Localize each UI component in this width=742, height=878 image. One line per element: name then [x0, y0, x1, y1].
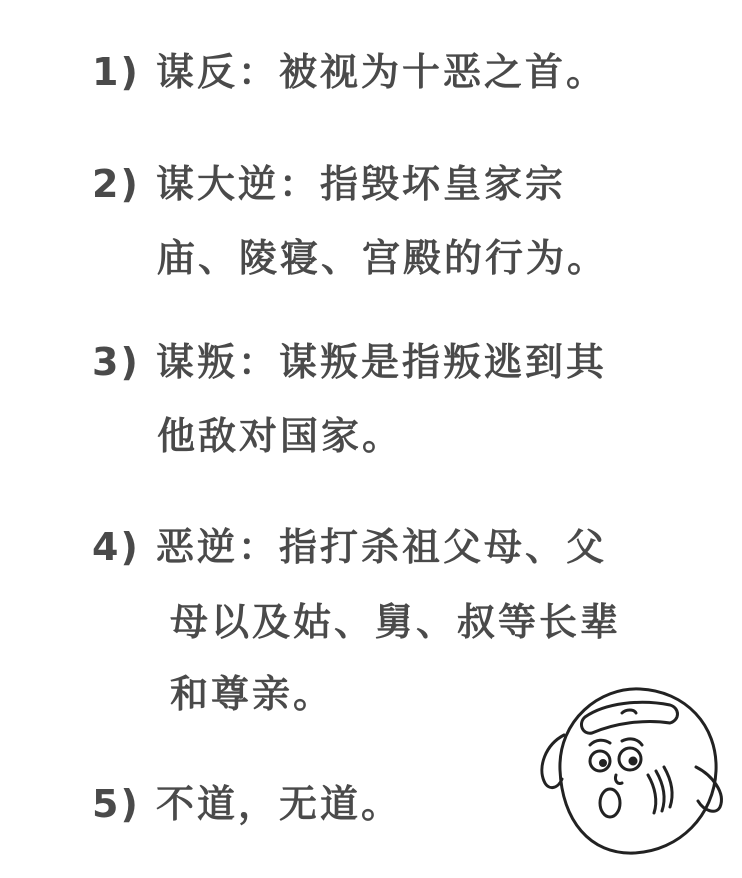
item-4-text-2: 母以及姑、舅、叔等长辈	[170, 600, 622, 644]
item-5-line-1	[92, 782, 402, 826]
item-3-line-1	[92, 340, 607, 384]
item-3-number: 3)	[92, 340, 140, 384]
item-4-line-3	[170, 672, 334, 716]
item-3-text-2: 他敌对国家。	[157, 414, 404, 458]
item-4-number: 4)	[92, 525, 140, 569]
item-2-line-1	[92, 162, 566, 206]
cartoon-illustration	[530, 675, 730, 865]
item-2-text-1: 谋大逆：指毁坏皇家宗	[156, 162, 567, 206]
item-4-text-1: 恶逆：指打杀祖父母、父	[156, 525, 608, 569]
item-2-number: 2)	[92, 162, 140, 206]
item-4-text-3: 和尊亲。	[170, 672, 335, 716]
item-1-text: 谋反：被视为十恶之首。	[156, 50, 608, 94]
item-2-line-2	[157, 236, 608, 280]
item-4-line-1	[92, 525, 607, 569]
item-2-text-2: 庙、陵寝、宫殿的行为。	[157, 236, 609, 280]
item-1-line-1	[92, 50, 607, 94]
item-3-line-2	[157, 414, 403, 458]
item-1-number: 1)	[92, 50, 140, 94]
item-5-number: 5)	[92, 782, 140, 826]
item-5-text: 不道，无道。	[156, 782, 403, 826]
item-4-line-2	[170, 600, 621, 644]
cartoon-face-cap-icon	[530, 675, 730, 865]
item-3-text-1: 谋叛：谋叛是指叛逃到其	[156, 340, 608, 384]
